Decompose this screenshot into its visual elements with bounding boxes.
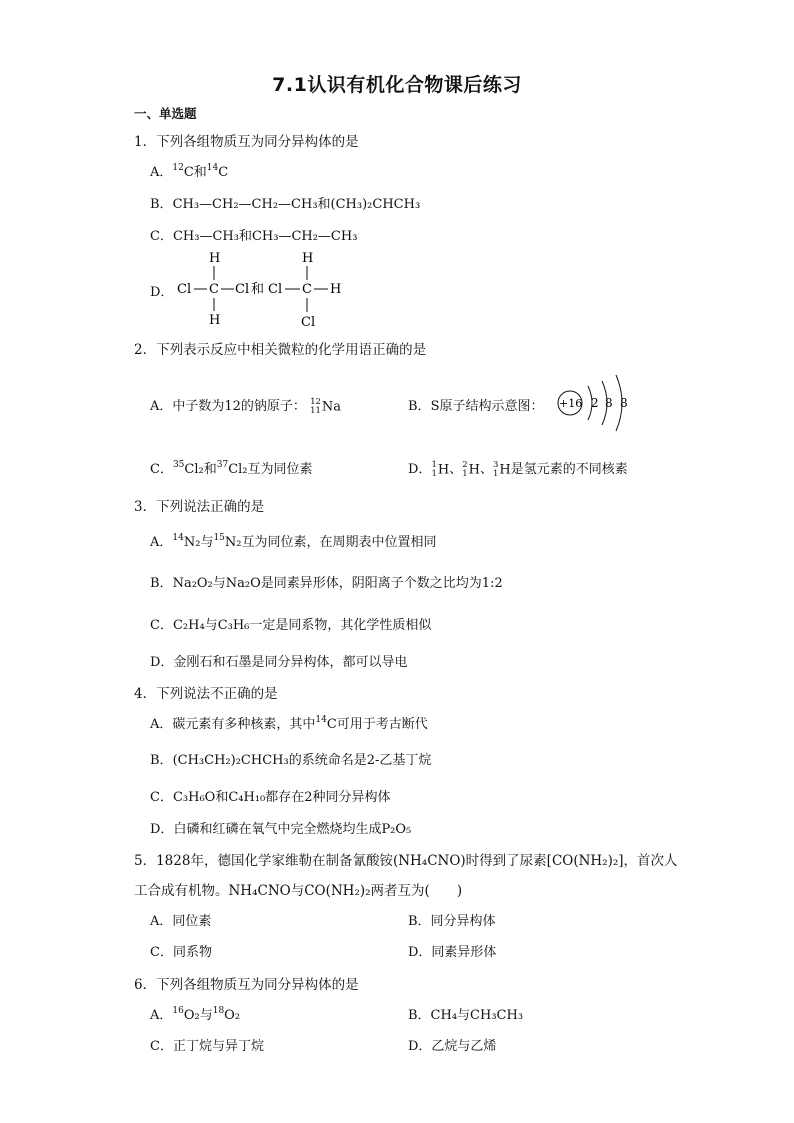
question-1-stem: 1．下列各组物质互为同分异构体的是: [134, 134, 359, 150]
struct2-top-h: H: [302, 251, 314, 266]
question-6-stem: 6．下列各组物质互为同分异构体的是: [134, 977, 359, 993]
question-5-line-1: 5．1828年，德国化学家维勒在制备氰酸铵(NH₄CNO)时得到了尿素[CO(NH₂)₂]，首次人: [134, 853, 678, 869]
struct2-left-cl: Cl: [268, 282, 283, 297]
question-5-line-2: 工合成有机物。NH₄CNO与CO(NH₂)₂两者互为( ): [134, 883, 463, 899]
question-6-option-b[interactable]: B．CH₄与CH₃CH₃: [408, 1008, 524, 1023]
struct1-top-h: H: [209, 251, 221, 266]
sulfur-atom-diagram: [556, 372, 636, 434]
question-5-option-b[interactable]: B．同分异构体: [408, 914, 496, 929]
question-2-option-c[interactable]: C．$^{35}$Cl₂和$^{37}$Cl₂互为同位素: [150, 460, 313, 477]
sodium-nuclide: 12 11 Na: [310, 396, 342, 416]
struct-join: 和: [251, 282, 265, 297]
shell-1-count: 2: [591, 396, 599, 410]
question-6-option-a[interactable]: A．$^{16}$O₂与$^{18}$O₂: [150, 1006, 241, 1023]
struct2-center-c: C: [302, 282, 312, 297]
question-1-option-a[interactable]: A．$^{12}$C和$^{14}$C: [150, 163, 229, 180]
question-5-option-d[interactable]: D．同素异形体: [408, 945, 497, 960]
struct2-bottom-cl: Cl: [301, 315, 316, 330]
struct1-bottom-h: H: [209, 313, 221, 328]
page-title: 7.1认识有机化合物课后练习: [272, 74, 522, 96]
question-1-option-d-label[interactable]: D．: [150, 285, 174, 300]
struct1-right-cl: Cl: [235, 282, 250, 297]
question-3-stem: 3．下列说法正确的是: [134, 499, 265, 515]
question-4-option-a[interactable]: A．碳元素有多种核素，其中$^{14}$C可用于考古断代: [150, 715, 428, 732]
question-4-option-d[interactable]: D．白磷和红磷在氧气中完全燃烧均生成P₂O₅: [150, 822, 412, 837]
question-6-option-c[interactable]: C．正丁烷与异丁烷: [150, 1039, 264, 1054]
question-2-stem: 2．下列表示反应中相关微粒的化学用语正确的是: [134, 342, 427, 358]
question-1-option-b[interactable]: B．CH₃—CH₂—CH₂—CH₃和(CH₃)₂CHCH₃: [150, 197, 421, 212]
question-1-option-c[interactable]: C．CH₃—CH₃和CH₃—CH₂—CH₃: [150, 229, 358, 244]
section-heading: 一、单选题: [134, 106, 197, 121]
question-5-option-c[interactable]: C．同系物: [150, 945, 212, 960]
struct1-left-cl: Cl: [177, 282, 192, 297]
shell-2-count: 8: [605, 396, 613, 410]
question-2-option-b-text[interactable]: B．S原子结构示意图：: [408, 399, 544, 414]
question-2-option-d[interactable]: D． 1 1 H、 2 1 H、 3 1 H是氢元素的不同核素: [408, 459, 628, 479]
question-3-option-d[interactable]: D．金刚石和石墨是同分异构体，都可以导电: [150, 655, 408, 670]
question-4-option-b[interactable]: B．(CH₃CH₂)₂CHCH₃的系统命名是2-乙基丁烷: [150, 753, 432, 768]
question-4-option-c[interactable]: C．C₃H₆O和C₄H₁₀都存在2种同分异构体: [150, 790, 391, 805]
question-1-option-d-structures[interactable]: [172, 248, 352, 332]
struct1-center-c: C: [209, 282, 219, 297]
question-3-option-b[interactable]: B．Na₂O₂与Na₂O是同素异形体，阴阳离子个数之比均为1:2: [150, 576, 503, 591]
question-4-stem: 4．下列说法不正确的是: [134, 686, 278, 702]
question-2-option-a[interactable]: A．中子数为12的钠原子： 12 11 Na: [150, 396, 342, 416]
question-5-option-a[interactable]: A．同位素: [150, 914, 212, 929]
nucleus-charge: +16: [559, 397, 583, 410]
question-6-option-d[interactable]: D．乙烷与乙烯: [408, 1039, 497, 1054]
shell-3-count: 8: [620, 396, 628, 410]
question-3-option-c[interactable]: C．C₂H₄与C₃H₆一定是同系物，其化学性质相似: [150, 618, 432, 633]
struct2-right-h: H: [330, 282, 342, 297]
question-3-option-a[interactable]: A．$^{14}$N₂与$^{15}$N₂互为同位素，在周期表中位置相同: [150, 533, 437, 550]
